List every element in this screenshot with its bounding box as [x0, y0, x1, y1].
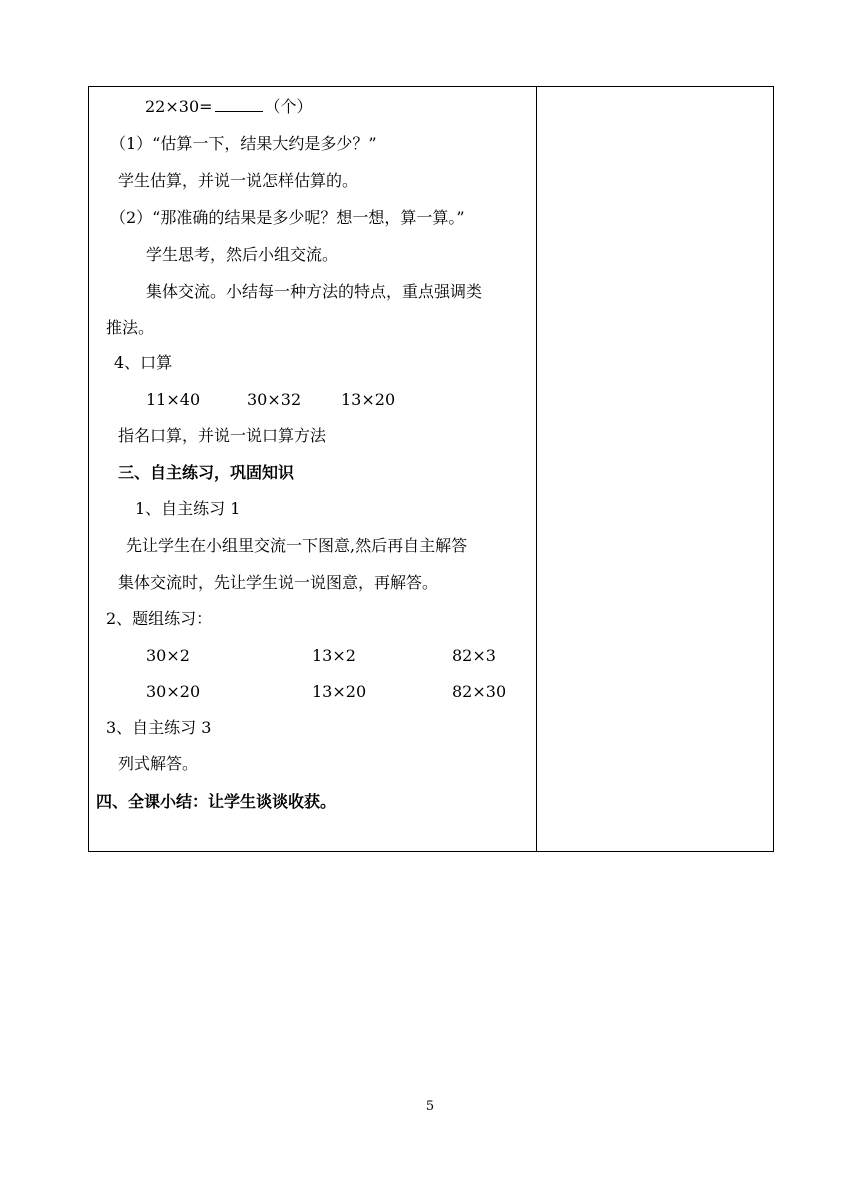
column-divider [536, 87, 537, 851]
summary-line-2: 推法。 [106, 318, 155, 337]
question-1-action: 学生估算，并说一说怎样估算的。 [118, 171, 359, 190]
equation-line [145, 96, 313, 117]
group-item: 82×30 [452, 682, 507, 701]
exercise-2-heading: 2、题组练习： [106, 609, 213, 628]
question-2-action: 学生思考，然后小组交流。 [146, 245, 339, 264]
equation-unit: （个） [264, 97, 313, 116]
group-item: 82×3 [452, 646, 496, 665]
group-item: 30×20 [146, 682, 201, 701]
equation-text: 22×30= [145, 97, 213, 116]
answer-blank [215, 96, 263, 112]
section-4-heading: 四、全课小结：让学生谈谈收获。 [96, 792, 337, 811]
question-2: （2）“那准确的结果是多少呢？想一想，算一算。” [110, 208, 465, 227]
oral-note: 指名口算，并说一说口算方法 [118, 426, 327, 445]
exercise-1-line-1: 先让学生在小组里交流一下图意,然后再自主解答 [126, 536, 468, 555]
summary-line-1: 集体交流。小结每一种方法的特点，重点强调类 [146, 282, 483, 301]
oral-heading: 4、口算 [114, 353, 173, 372]
question-1: （1）“估算一下，结果大约是多少？” [110, 134, 377, 153]
section-3-heading: 三、自主练习，巩固知识 [118, 463, 295, 482]
exercise-3-heading: 3、自主练习 3 [106, 718, 212, 737]
group-item: 30×2 [146, 646, 190, 665]
exercise-3-note: 列式解答。 [118, 754, 199, 773]
oral-item: 11×40 [146, 390, 201, 409]
page-number: 5 [425, 1099, 435, 1114]
exercise-1-line-2: 集体交流时，先让学生说一说图意，再解答。 [118, 573, 439, 592]
oral-item: 30×32 [247, 390, 302, 409]
exercise-1-heading: 1、自主练习 1 [135, 499, 241, 518]
oral-item: 13×20 [341, 390, 396, 409]
group-item: 13×20 [312, 682, 367, 701]
group-item: 13×2 [312, 646, 356, 665]
